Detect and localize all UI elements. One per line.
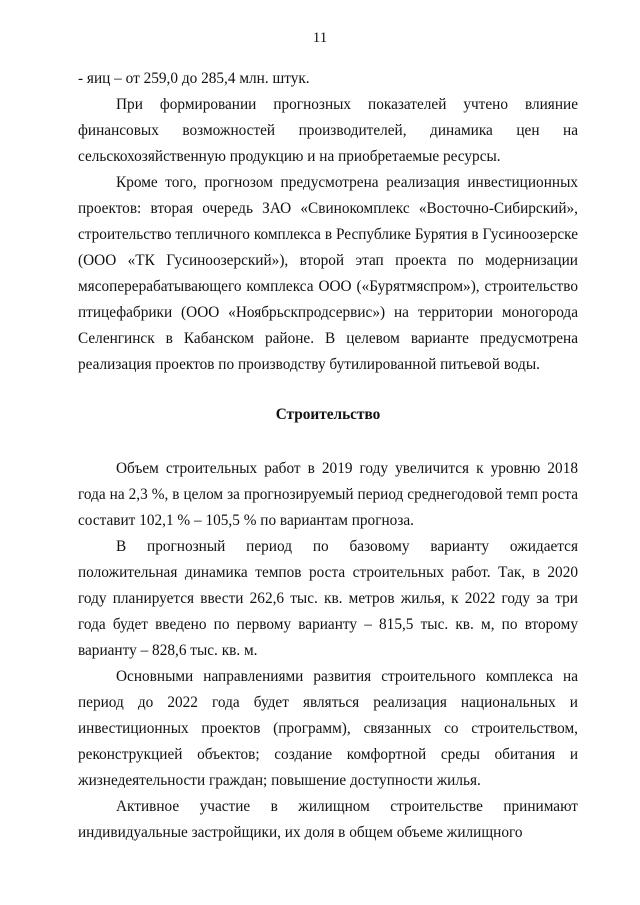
section-heading: Строительство xyxy=(275,406,381,423)
construction-volume-paragraph: Объем строительных работ в 2019 году увеличится к уровню 2018 года на 2,3 %, в целом за прогнозируемый период среднегодовой темп роста составит 102,1 % – 105,5 % по вариантам прогноза. xyxy=(78,460,578,529)
construction-text-block xyxy=(78,456,578,846)
investment-projects-paragraph: Кроме того, прогнозом предусмотрена реализация инвестиционных проектов: вторая очередь ЗАО «Свинокомплекс «Восточно-Сибирский», строительство тепличного комплекса в Республике Бурятия в Гусиноозерске (ООО «ТК Гусиноозерский»), второй этап проекта по модернизации мясоперерабатывающего комплекса ООО («Бурятмяспром»), строительство птицефабрики (ООО «Ноябрьскпродсервис») на территории моногорода Селенгинск в Кабанском районе. В целевом варианте предусмотрена реализация проектов по производству бутилированной питьевой воды. xyxy=(78,174,578,373)
individual-builders-paragraph: Активное участие в жилищном строительстве принимают индивидуальные застройщики, их доля в общем объеме жилищного xyxy=(78,798,578,841)
forecast-factors-paragraph: При формировании прогнозных показателей учтено влияние финансовых возможностей производителей, динамика цен на сельскохозяйственную продукцию и на приобретаемые ресурсы. xyxy=(78,96,578,165)
page-number: 11 xyxy=(312,30,328,46)
agriculture-text-block xyxy=(78,66,578,378)
construction-section-header xyxy=(78,402,578,428)
development-directions-paragraph: Основными направлениями развития строительного комплекса на период до 2022 года будет являться реализация национальных и инвестиционных проектов (программ), связанных со строительством, реконструкцией объектов; создание комфортной среды обитания и жизнедеятельности граждан; повышение доступности жилья. xyxy=(78,668,578,789)
eggs-forecast-line: - яиц – от 259,0 до 285,4 млн. штук. xyxy=(78,70,310,87)
housing-commissioning-paragraph: В прогнозный период по базовому варианту ожидается положительная динамика темпов роста строительных работ. Так, в 2020 году планируется ввести 262,6 тыс. кв. метров жилья, к 2022 году за три года будет введено по первому варианту – 815,5 тыс. кв. м, по второму варианту – 828,6 тыс. кв. м. xyxy=(78,538,578,659)
